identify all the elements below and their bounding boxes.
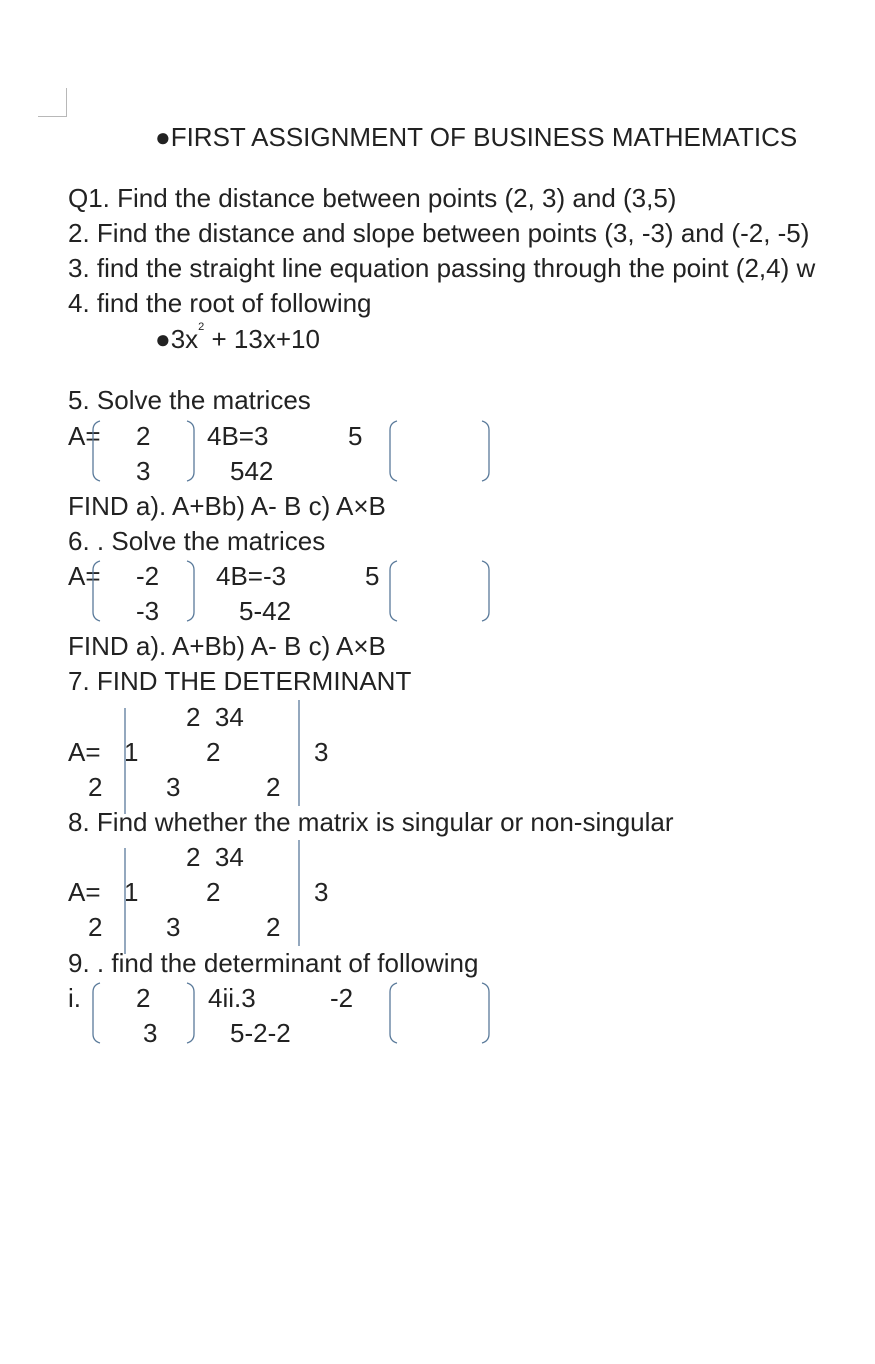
- q7-determinant-left-bar: [124, 708, 128, 814]
- q5-matrix-cell: 542: [230, 456, 274, 486]
- q5-right-bracket: [185, 420, 201, 482]
- q6-matrix-a-label: A=: [68, 561, 101, 591]
- q9-matrix-b-label: 4ii.3: [208, 983, 256, 1013]
- q8-matrix-cell: 3: [314, 877, 329, 907]
- question-6-heading: 6. . Solve the matrices: [68, 526, 326, 556]
- q6-matrix-cell: 5: [365, 561, 380, 591]
- q8-matrix-cell: 2: [206, 877, 221, 907]
- q6-find: FIND a). A+Bb) A- B c) A×B: [68, 631, 386, 661]
- q8-determinant-row: 2 34: [186, 842, 244, 872]
- question-7-heading: 7. FIND THE DETERMINANT: [68, 666, 412, 696]
- q7-determinant-row: 2 34: [186, 702, 244, 732]
- q5-find: FIND a). A+Bb) A- B c) A×B: [68, 491, 386, 521]
- question-5-heading: 5. Solve the matrices: [68, 385, 311, 415]
- q9-left-bracket: [385, 982, 401, 1044]
- q9-right-bracket: [185, 982, 201, 1044]
- question-2: 2. Find the distance and slope between points (3, -3) and (-2, -5): [68, 218, 810, 248]
- q8-matrix-cell: 3: [166, 912, 181, 942]
- q7-matrix-cell: 2: [88, 772, 103, 802]
- q8-matrix-a-label: A=: [68, 877, 101, 907]
- q7-matrix-cell: 2: [266, 772, 281, 802]
- q8-matrix-cell: 1: [124, 877, 139, 907]
- q8-determinant-right-bar: [298, 840, 302, 946]
- question-1: Q1. Find the distance between points (2, 3) and (3,5): [68, 183, 677, 213]
- q6-matrix-cell: -3: [136, 596, 160, 626]
- question-9-heading: 9. . find the determinant of following: [68, 948, 479, 978]
- q5-left-bracket: [385, 420, 401, 482]
- q6-right-bracket: [480, 560, 496, 622]
- q7-matrix-a-label: A=: [68, 737, 101, 767]
- q7-matrix-cell: 1: [124, 737, 139, 767]
- q9-matrix-cell: 2: [136, 983, 151, 1013]
- q6-left-bracket: [88, 560, 104, 622]
- q9-right-bracket: [480, 982, 496, 1044]
- q5-matrix-cell: 3: [136, 456, 151, 486]
- quadratic-expression: $●3x^2 + 13x+10$: [155, 321, 320, 354]
- q5-right-bracket: [480, 420, 496, 482]
- page-corner-mark: [38, 88, 67, 117]
- q9-left-bracket: [88, 982, 104, 1044]
- q5-matrix-a-label: A=: [68, 421, 101, 451]
- q7-matrix-cell: 2: [206, 737, 221, 767]
- q9-part-label: i.: [68, 983, 81, 1013]
- q9-matrix-cell: -2: [330, 983, 354, 1013]
- question-3: 3. find the straight line equation passing through the point (2,4) w: [68, 253, 816, 283]
- q6-matrix-cell: 5-42: [239, 596, 292, 626]
- assignment-title: ●FIRST ASSIGNMENT OF BUSINESS MATHEMATICS: [155, 122, 798, 152]
- q9-matrix-cell: 3: [143, 1018, 158, 1048]
- q7-matrix-cell: 3: [314, 737, 329, 767]
- q6-matrix-cell: -2: [136, 561, 160, 591]
- q5-matrix-b-label: 4B=3: [207, 421, 269, 451]
- q8-determinant-left-bar: [124, 848, 128, 954]
- q6-left-bracket: [385, 560, 401, 622]
- q7-matrix-cell: 3: [166, 772, 181, 802]
- q5-matrix-cell: 5: [348, 421, 363, 451]
- q9-matrix-cell: 5-2-2: [230, 1018, 291, 1048]
- question-4: 4. find the root of following: [68, 288, 372, 318]
- q7-determinant-right-bar: [298, 700, 302, 806]
- q6-right-bracket: [185, 560, 201, 622]
- q8-matrix-cell: 2: [266, 912, 281, 942]
- q5-matrix-cell: 2: [136, 421, 151, 451]
- q6-matrix-b-label: 4B=-3: [216, 561, 287, 591]
- question-8-heading: 8. Find whether the matrix is singular or non-singular: [68, 807, 674, 837]
- q8-matrix-cell: 2: [88, 912, 103, 942]
- q5-left-bracket: [88, 420, 104, 482]
